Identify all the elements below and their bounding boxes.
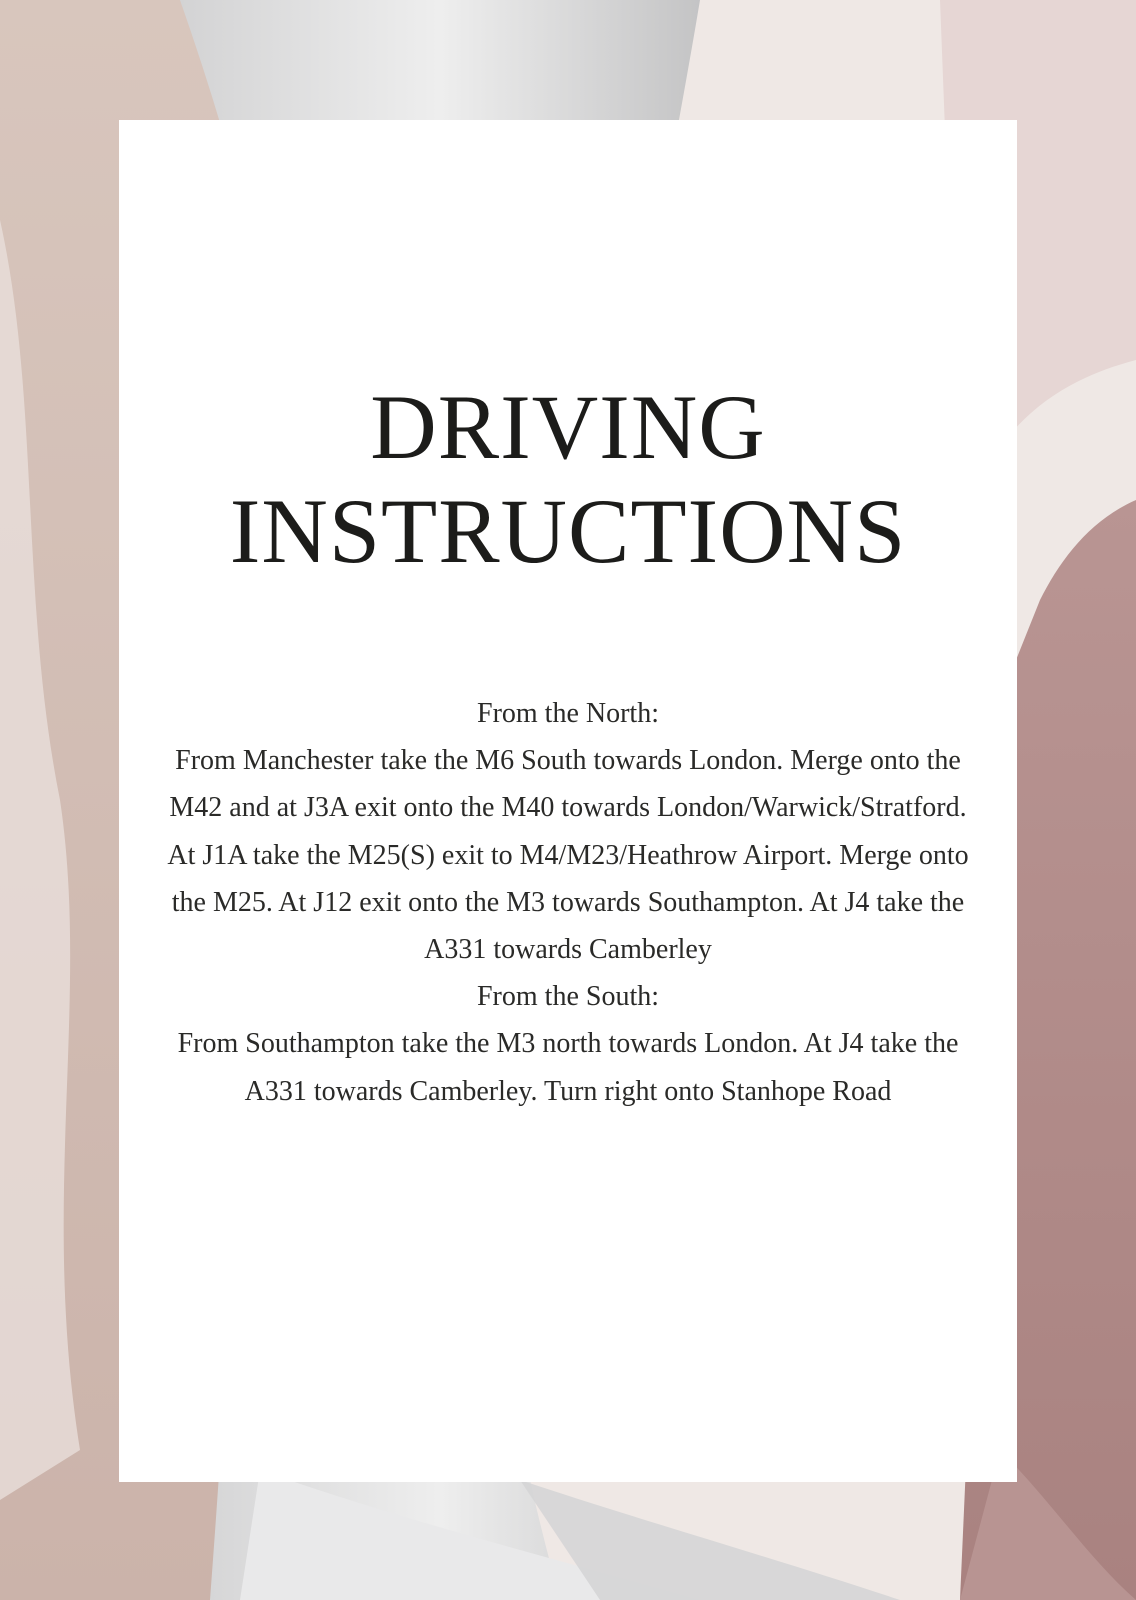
south-directions: From Southampton take the M3 north towards London. At J4 take the A331 towards Camberley. Turn right onto Stanhope Road: [177, 1028, 959, 1107]
page-title: [119, 375, 1017, 583]
instructions-card: [119, 120, 1017, 1482]
north-heading: From the North:: [477, 698, 659, 729]
title-line-1: DRIVING: [370, 376, 766, 478]
title-line-2: INSTRUCTIONS: [229, 480, 907, 582]
south-heading: From the South:: [476, 981, 659, 1013]
directions-text: [159, 690, 977, 1115]
north-directions: From Manchester take the M6 South towards London. Merge onto the M42 and at J3A exit onto the M40 towards London/Warwick/Stratford. At J1A take the M25(S) exit to M4/M23/Heathrow Airport. Merge onto the M25. At J12 exit onto the M3 towards Southampton. At J4 take the A331 towards Camberley: [167, 745, 969, 966]
